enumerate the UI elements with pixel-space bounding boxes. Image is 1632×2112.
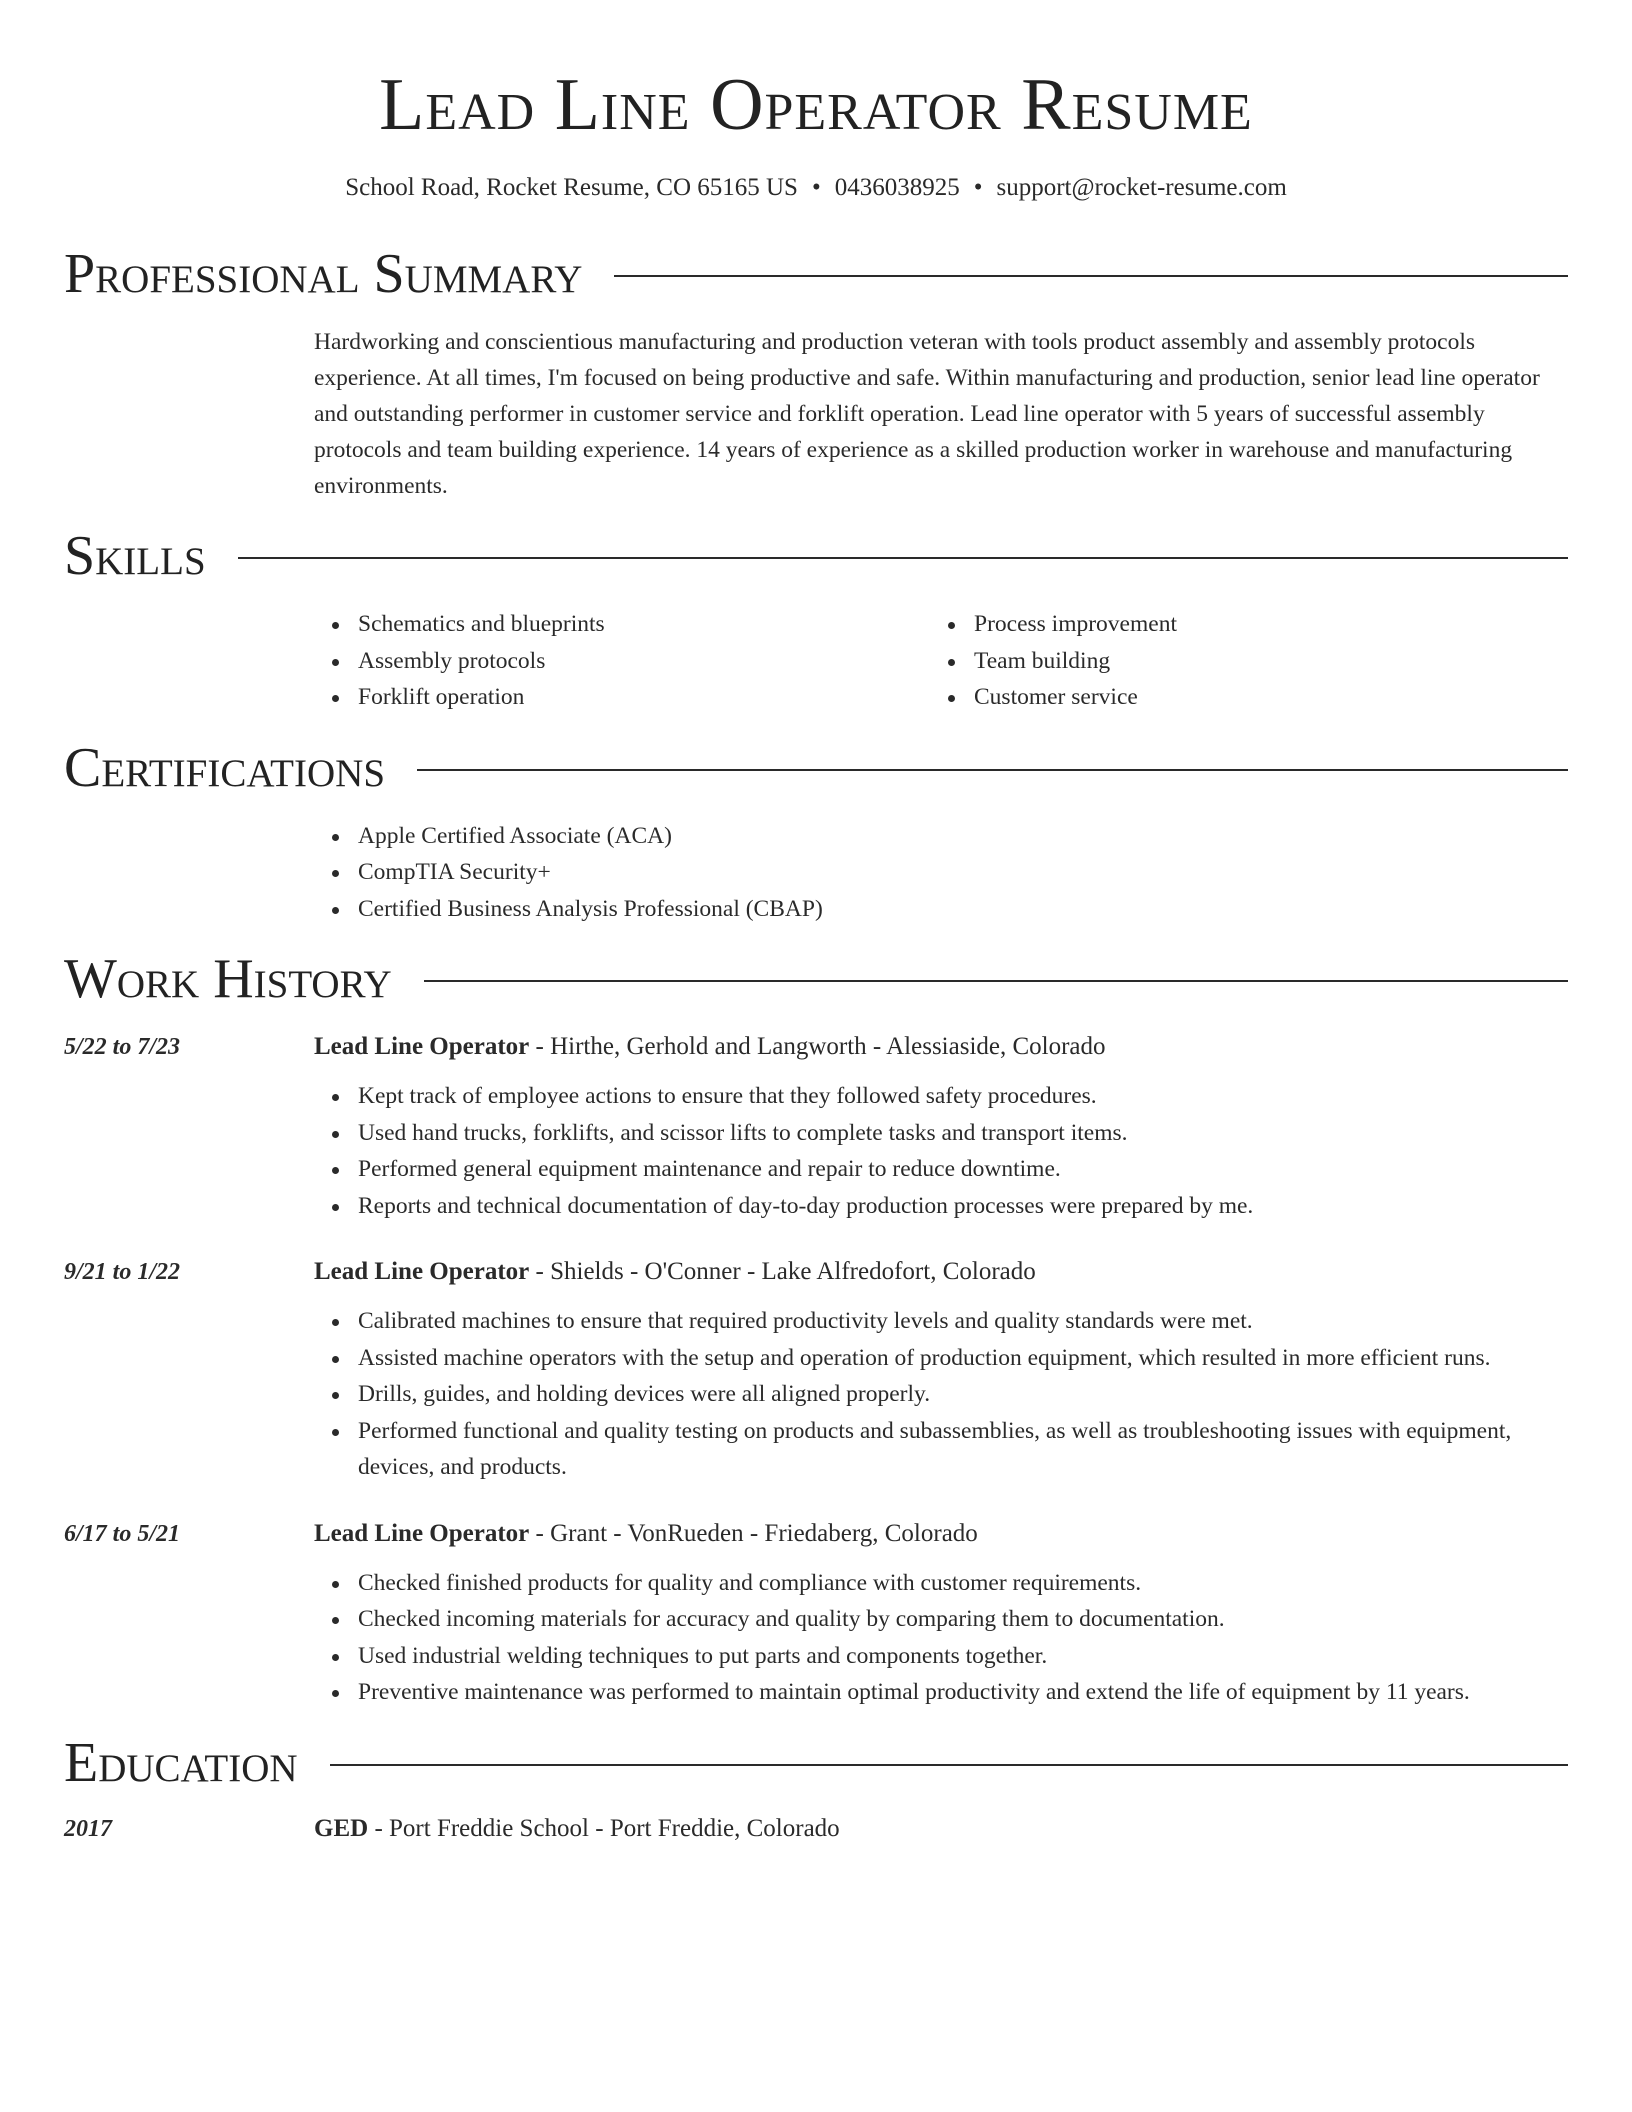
section-divider xyxy=(417,769,1568,771)
education-section xyxy=(64,1731,1568,1847)
section-divider xyxy=(424,980,1568,982)
education-heading: Education xyxy=(64,1731,298,1794)
contact-email: support@rocket-resume.com xyxy=(996,174,1287,201)
skills-heading: Skills xyxy=(64,525,206,587)
certification-item: Apple Certified Associate (ACA) xyxy=(358,818,1568,855)
contact-line xyxy=(64,172,1568,204)
certifications-section xyxy=(64,736,1568,928)
job-role: Lead Line Operator xyxy=(314,1033,530,1060)
skills-column-right xyxy=(930,606,1546,716)
summary-header xyxy=(64,242,1568,306)
job-dates: 9/21 to 1/22 xyxy=(64,1259,181,1285)
job-dates: 5/22 to 7/23 xyxy=(64,1034,181,1060)
skill-item: Process improvement xyxy=(974,606,1546,643)
summary-heading: Professional Summary xyxy=(64,243,583,305)
skills-section xyxy=(64,524,1568,716)
skill-item: Customer service xyxy=(974,679,1546,716)
job-heading xyxy=(314,1516,978,1552)
job-entry xyxy=(64,1254,1568,1486)
skill-item: Assembly protocols xyxy=(358,643,930,680)
job-bullet: Kept track of employee actions to ensure that they followed safety procedures. xyxy=(358,1078,1568,1115)
job-bullet: Used industrial welding techniques to put parts and components together. xyxy=(358,1638,1568,1675)
work-history-section xyxy=(64,947,1568,1711)
job-employer: - Grant - VonRueden - Friedaberg, Colorado xyxy=(529,1519,978,1547)
job-role: Lead Line Operator xyxy=(314,1519,530,1547)
job-heading xyxy=(314,1029,1106,1065)
job-role: Lead Line Operator xyxy=(314,1258,530,1285)
certifications-heading: Certifications xyxy=(64,736,386,799)
contact-phone: 0436038925 xyxy=(834,174,960,201)
summary-text: Hardworking and conscientious manufacturing and production veteran with tools product assembly and assembly protocols experience. At all times, I'm focused on being productive and safe. Within manufacturing and production, senior lead line operator and outstanding performer in customer service and forklift operation. Lead line operator with 5 years of successful assembly protocols and team building experience. 14 years of experience as a skilled production worker in warehouse and manufacturing environments. xyxy=(314,329,1540,499)
education-degree: GED xyxy=(314,1814,369,1842)
education-header xyxy=(64,1731,1568,1795)
section-divider xyxy=(614,275,1568,277)
job-entry xyxy=(64,1516,1568,1711)
certification-item: Certified Business Analysis Professional (CBAP) xyxy=(358,891,1568,928)
job-bullet: Drills, guides, and holding devices were all aligned properly. xyxy=(358,1376,1568,1413)
education-heading-line xyxy=(314,1811,840,1847)
skill-item: Team building xyxy=(974,643,1546,680)
job-bullet: Assisted machine operators with the setup and operation of production equipment, which resulted in more efficient runs. xyxy=(358,1340,1568,1377)
education-school: - Port Freddie School - Port Freddie, Colorado xyxy=(368,1814,840,1842)
job-bullet: Reports and technical documentation of day-to-day production processes were prepared by me. xyxy=(358,1188,1568,1225)
certifications-header xyxy=(64,736,1568,800)
contact-separator: • xyxy=(973,174,983,201)
job-bullet: Calibrated machines to ensure that required productivity levels and quality standards were met. xyxy=(358,1303,1568,1340)
contact-separator: • xyxy=(811,174,821,201)
job-bullet: Performed functional and quality testing on products and subassemblies, as well as troubleshooting issues with equipment, devices, and products. xyxy=(358,1413,1568,1486)
work-history-header xyxy=(64,947,1568,1011)
section-divider xyxy=(238,557,1568,559)
job-entry xyxy=(64,1029,1568,1224)
section-divider xyxy=(330,1764,1568,1766)
skill-item: Schematics and blueprints xyxy=(358,606,930,643)
skills-grid xyxy=(314,606,1568,716)
education-year: 2017 xyxy=(64,1815,112,1842)
skills-column-left xyxy=(314,606,930,716)
job-employer: - Hirthe, Gerhold and Langworth - Alessiaside, Colorado xyxy=(529,1033,1106,1060)
job-bullet: Checked finished products for quality and compliance with customer requirements. xyxy=(358,1565,1568,1602)
resume-page xyxy=(64,0,1568,1847)
work-history-heading: Work History xyxy=(64,948,392,1010)
job-bullet: Used hand trucks, forklifts, and scissor lifts to complete tasks and transport items. xyxy=(358,1115,1568,1152)
job-bullet: Checked incoming materials for accuracy and quality by comparing them to documentation. xyxy=(358,1601,1568,1638)
skill-item: Forklift operation xyxy=(358,679,930,716)
job-dates: 6/17 to 5/21 xyxy=(64,1520,181,1547)
job-employer: - Shields - O'Conner - Lake Alfredofort, Colorado xyxy=(529,1258,1036,1285)
certification-item: CompTIA Security+ xyxy=(358,854,1568,891)
job-bullet: Performed general equipment maintenance and repair to reduce downtime. xyxy=(358,1151,1568,1188)
skills-header xyxy=(64,524,1568,588)
contact-address: School Road, Rocket Resume, CO 65165 US xyxy=(345,174,798,201)
job-heading xyxy=(314,1254,1036,1290)
education-entry xyxy=(64,1811,1568,1847)
resume-title: Lead Line Operator Resume xyxy=(379,64,1253,146)
summary-section xyxy=(64,242,1568,504)
job-bullet: Preventive maintenance was performed to maintain optimal productivity and extend the life of equipment by 11 years. xyxy=(358,1674,1568,1711)
